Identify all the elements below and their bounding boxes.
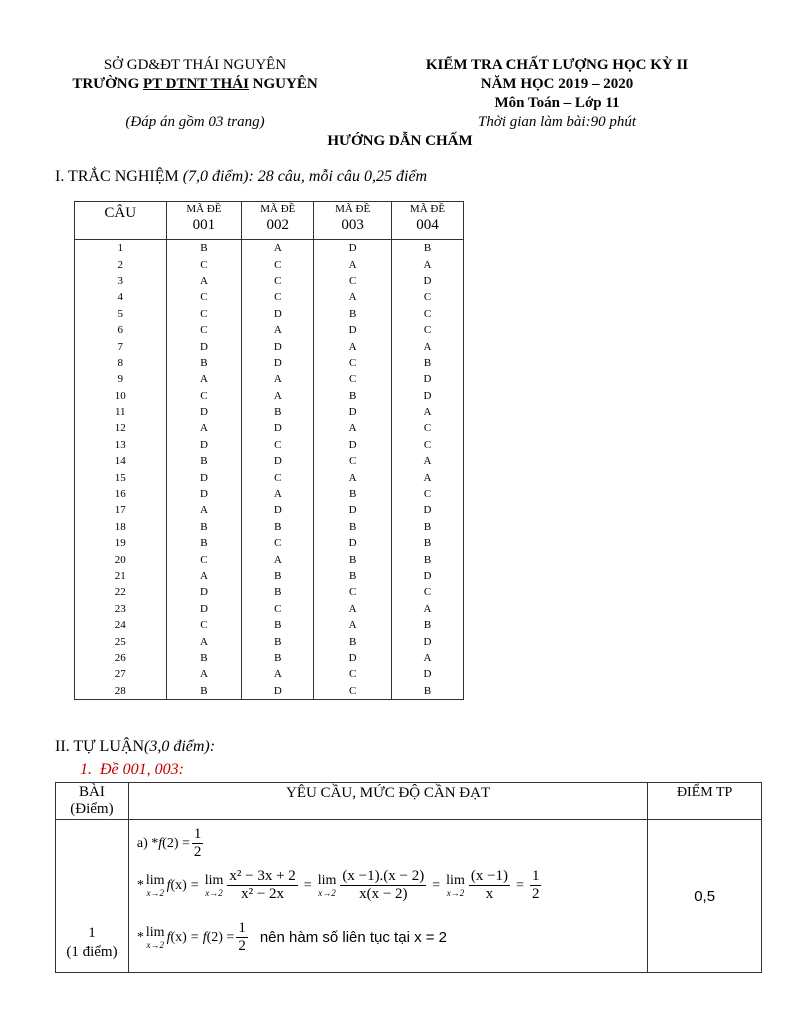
- answer-cell: B: [392, 551, 464, 567]
- answer-cell: D: [166, 601, 242, 617]
- table-row: [75, 256, 464, 272]
- question-number: 2: [75, 256, 167, 272]
- school-year: NĂM HỌC 2019 – 2020: [480, 76, 634, 92]
- question-number: 15: [75, 469, 167, 485]
- col-bai: BÀI (Điểm): [56, 783, 129, 820]
- answer-cell: D: [314, 650, 392, 666]
- table-row: [75, 502, 464, 518]
- answer-cell: A: [166, 568, 242, 584]
- table-row: [75, 666, 464, 682]
- answer-cell: B: [392, 240, 464, 257]
- table-row: [75, 322, 464, 338]
- answer-cell: B: [392, 683, 464, 700]
- question-number: 17: [75, 502, 167, 518]
- answer-cell: B: [314, 568, 392, 584]
- question-number: 19: [75, 535, 167, 551]
- answer-cell: B: [242, 404, 314, 420]
- header-left: [40, 56, 350, 94]
- answer-cell: C: [314, 453, 392, 469]
- dept-name: SỞ GD&ĐT THÁI NGUYÊN: [103, 57, 287, 73]
- answer-cell: C: [242, 273, 314, 289]
- table-row: [75, 568, 464, 584]
- answer-cell: D: [166, 469, 242, 485]
- table-row: [75, 486, 464, 502]
- answer-cell: B: [242, 617, 314, 633]
- guide-title: HƯỚNG DẪN CHẤM: [327, 133, 473, 149]
- answer-cell: A: [392, 256, 464, 272]
- school-name: TRƯỜNG PT DTNT THÁI NGUYÊN: [72, 76, 318, 92]
- fraction-3: $\frac{(x -1)}{x}$: [470, 868, 509, 902]
- answer-cell: C: [242, 256, 314, 272]
- answer-cell: A: [166, 371, 242, 387]
- answer-cell: C: [392, 289, 464, 305]
- section-multiple-choice-title: I. TRẮC NGHIỆM (7,0 điểm): 28 câu, mỗi câu 0,25 điểm: [55, 168, 428, 185]
- answer-cell: D: [314, 240, 392, 257]
- answer-cell: A: [314, 420, 392, 436]
- answer-cell: C: [392, 420, 464, 436]
- answer-cell: C: [392, 584, 464, 600]
- answer-cell: A: [242, 388, 314, 404]
- essay-header-row: [56, 783, 762, 820]
- section-essay-title: II. TỰ LUẬN(3,0 điểm):: [55, 738, 216, 755]
- answer-cell: B: [166, 535, 242, 551]
- answer-cell: B: [314, 306, 392, 322]
- answer-cell: D: [242, 453, 314, 469]
- answer-cell: D: [314, 437, 392, 453]
- question-number: 28: [75, 683, 167, 700]
- answer-cell: A: [242, 666, 314, 682]
- answer-cell: B: [166, 650, 242, 666]
- answer-cell: B: [392, 617, 464, 633]
- table-row: [75, 650, 464, 666]
- continuity-conclusion: nên hàm số liên tục tại x = 2: [259, 929, 448, 946]
- answer-cell: B: [242, 568, 314, 584]
- answer-cell: D: [242, 355, 314, 371]
- table-row: [75, 404, 464, 420]
- answer-key-header-row: [75, 202, 464, 240]
- answer-cell: C: [314, 584, 392, 600]
- answer-cell: A: [392, 469, 464, 485]
- answer-cell: B: [166, 453, 242, 469]
- answer-cell: B: [242, 650, 314, 666]
- question-number: 3: [75, 273, 167, 289]
- question-number: 13: [75, 437, 167, 453]
- answer-cell: D: [242, 683, 314, 700]
- table-row: [75, 289, 464, 305]
- table-row: [75, 519, 464, 535]
- answer-cell: D: [392, 273, 464, 289]
- question-number: 27: [75, 666, 167, 682]
- table-row: [75, 584, 464, 600]
- answer-cell: A: [166, 273, 242, 289]
- essay-subsection-title: 1. Đề 001, 003:: [80, 761, 184, 778]
- answer-cell: B: [166, 519, 242, 535]
- score-cell: 0,5: [648, 820, 762, 973]
- table-row: [75, 338, 464, 354]
- answer-cell: D: [166, 486, 242, 502]
- answer-cell: C: [242, 535, 314, 551]
- table-row: [75, 683, 464, 700]
- answer-cell: D: [242, 338, 314, 354]
- table-row: [75, 306, 464, 322]
- col-score: ĐIỂM TP: [648, 783, 762, 820]
- answer-cell: C: [242, 601, 314, 617]
- question-number: 22: [75, 584, 167, 600]
- answer-cell: D: [392, 502, 464, 518]
- answer-cell: D: [166, 338, 242, 354]
- answer-cell: A: [314, 338, 392, 354]
- answer-cell: C: [314, 355, 392, 371]
- answer-cell: C: [166, 551, 242, 567]
- answer-cell: D: [392, 388, 464, 404]
- fraction-1: $\frac{\text{x² − 3x + 2}}{\text{x² − 2x}}$: [229, 868, 296, 902]
- answer-cell: D: [166, 584, 242, 600]
- table-row: [75, 240, 464, 257]
- col-question: CÂU: [75, 202, 167, 240]
- table-row: [75, 371, 464, 387]
- answer-cell: D: [392, 666, 464, 682]
- answer-cell: A: [392, 601, 464, 617]
- exam-title: KIỂM TRA CHẤT LƯỢNG HỌC KỲ II: [425, 57, 689, 73]
- answer-cell: D: [314, 404, 392, 420]
- answer-cell: C: [314, 273, 392, 289]
- question-number: 14: [75, 453, 167, 469]
- answer-cell: B: [314, 519, 392, 535]
- answer-cell: C: [242, 469, 314, 485]
- answer-cell: A: [392, 453, 464, 469]
- answer-cell: C: [166, 306, 242, 322]
- question-number: 8: [75, 355, 167, 371]
- question-number: 6: [75, 322, 167, 338]
- answer-cell: A: [242, 322, 314, 338]
- answer-cell: C: [392, 486, 464, 502]
- answer-cell: B: [392, 519, 464, 535]
- answer-cell: B: [242, 519, 314, 535]
- bai-cell: 1 (1 điểm): [56, 820, 129, 973]
- table-row: [75, 388, 464, 404]
- question-number: 21: [75, 568, 167, 584]
- answer-cell: D: [242, 502, 314, 518]
- time-limit: Thời gian làm bài:90 phút: [477, 114, 636, 130]
- answer-cell: B: [242, 633, 314, 649]
- answer-cell: B: [314, 633, 392, 649]
- line-a: a) * f (2) = $\frac{1}{2}$: [136, 826, 202, 860]
- fraction-half: $\frac{1}{2}$: [193, 826, 202, 860]
- answer-cell: C: [392, 306, 464, 322]
- answer-cell: C: [166, 388, 242, 404]
- answer-cell: C: [314, 683, 392, 700]
- col-code-004: MÃ ĐỀ 004: [392, 202, 464, 240]
- subject: Môn Toán – Lớp 11: [494, 95, 620, 111]
- table-row: [75, 617, 464, 633]
- answer-cell: C: [392, 322, 464, 338]
- answer-cell: C: [242, 437, 314, 453]
- question-number: 11: [75, 404, 167, 420]
- answer-cell: B: [166, 240, 242, 257]
- answer-cell: A: [392, 338, 464, 354]
- answer-cell: C: [166, 289, 242, 305]
- answer-cell: A: [392, 404, 464, 420]
- answer-note: (Đáp án gồm 03 trang): [125, 114, 265, 130]
- question-number: 20: [75, 551, 167, 567]
- answer-cell: C: [392, 437, 464, 453]
- answer-cell: C: [166, 617, 242, 633]
- answer-key-body: [75, 240, 464, 700]
- answer-cell: D: [392, 633, 464, 649]
- table-row: [75, 273, 464, 289]
- answer-cell: A: [242, 486, 314, 502]
- answer-cell: C: [166, 322, 242, 338]
- table-row: [75, 437, 464, 453]
- answer-cell: A: [392, 650, 464, 666]
- table-row: [75, 633, 464, 649]
- fraction-4: $\frac{1}{2}$: [531, 868, 540, 902]
- answer-cell: A: [242, 551, 314, 567]
- question-number: 18: [75, 519, 167, 535]
- answer-cell: B: [166, 683, 242, 700]
- answer-cell: D: [392, 568, 464, 584]
- answer-cell: A: [166, 633, 242, 649]
- answer-cell: B: [242, 584, 314, 600]
- fraction-5: $\frac{1}{2}$: [238, 920, 246, 954]
- answer-cell: D: [392, 371, 464, 387]
- line-limit: * lim x→2 f (x) = lim x→2 $\frac{\text{x² − 3x + 2}}{\text{x² − 2x}}$ = lim x→2 $\frac{(x -1).(x - 2)}{x(x - 2)}$ = lim x→2 $\frac{(x -1)}{x}$ = $\frac{1}{2}$: [136, 868, 540, 902]
- fraction-2: $\frac{(x -1).(x - 2)}{x(x - 2)}$: [342, 868, 425, 902]
- question-number: 25: [75, 633, 167, 649]
- question-number: 23: [75, 601, 167, 617]
- answer-cell: B: [392, 355, 464, 371]
- table-row: [75, 453, 464, 469]
- answer-cell: D: [314, 535, 392, 551]
- col-requirement: YÊU CẦU, MỨC ĐỘ CẦN ĐẠT: [128, 783, 647, 820]
- answer-cell: C: [314, 666, 392, 682]
- question-number: 4: [75, 289, 167, 305]
- question-number: 26: [75, 650, 167, 666]
- col-code-001: MÃ ĐỀ 001: [166, 202, 242, 240]
- question-number: 10: [75, 388, 167, 404]
- answer-cell: C: [242, 289, 314, 305]
- question-number: 12: [75, 420, 167, 436]
- question-number: 1: [75, 240, 167, 257]
- answer-cell: A: [242, 240, 314, 257]
- essay-grading-table: [55, 782, 762, 973]
- question-number: 7: [75, 338, 167, 354]
- answer-cell: A: [314, 617, 392, 633]
- answer-cell: D: [242, 306, 314, 322]
- answer-cell: B: [392, 535, 464, 551]
- answer-cell: B: [166, 355, 242, 371]
- answer-cell: C: [166, 256, 242, 272]
- answer-cell: D: [314, 322, 392, 338]
- answer-cell: C: [314, 371, 392, 387]
- answer-key-table: [74, 201, 464, 700]
- answer-cell: B: [314, 551, 392, 567]
- answer-cell: A: [166, 502, 242, 518]
- header-right: [352, 56, 762, 113]
- question-number: 5: [75, 306, 167, 322]
- answer-cell: A: [314, 256, 392, 272]
- answer-cell: B: [314, 388, 392, 404]
- answer-cell: A: [314, 601, 392, 617]
- essay-row-1: [56, 820, 762, 973]
- question-number: 16: [75, 486, 167, 502]
- question-number: 24: [75, 617, 167, 633]
- col-code-002: MÃ ĐỀ 002: [242, 202, 314, 240]
- answer-cell: A: [242, 371, 314, 387]
- col-code-003: MÃ ĐỀ 003: [314, 202, 392, 240]
- question-number: 9: [75, 371, 167, 387]
- table-row: [75, 469, 464, 485]
- requirement-cell: [128, 820, 647, 973]
- answer-cell: A: [314, 469, 392, 485]
- table-row: [75, 535, 464, 551]
- answer-cell: A: [314, 289, 392, 305]
- answer-cell: D: [166, 404, 242, 420]
- table-row: [75, 601, 464, 617]
- answer-cell: D: [242, 420, 314, 436]
- answer-cell: A: [166, 420, 242, 436]
- answer-cell: B: [314, 486, 392, 502]
- table-row: [75, 420, 464, 436]
- table-row: [75, 355, 464, 371]
- line-continuity: * lim x→2 f (x) = f (2) = $\frac{1}{2}$ nên hàm số liên tục tại x = 2: [136, 920, 448, 954]
- answer-cell: A: [166, 666, 242, 682]
- table-row: [75, 551, 464, 567]
- answer-cell: D: [166, 437, 242, 453]
- answer-cell: D: [314, 502, 392, 518]
